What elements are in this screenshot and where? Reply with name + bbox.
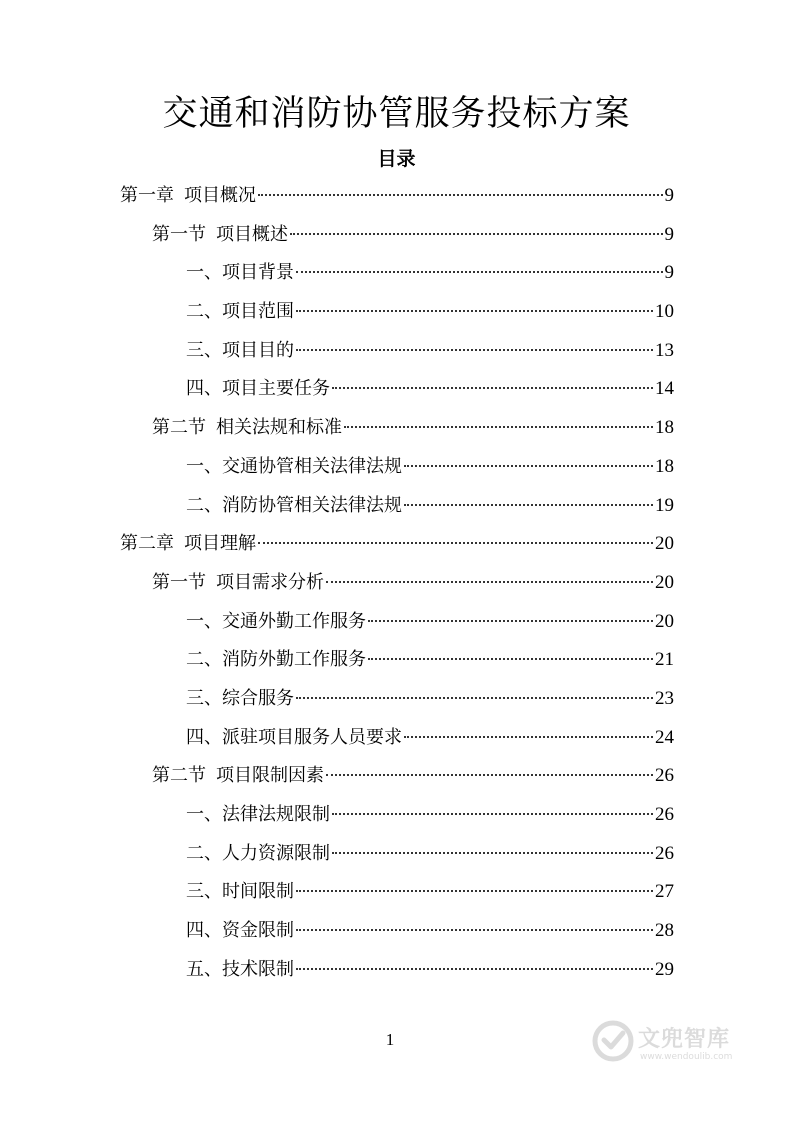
toc-entry-label: 一、项目背景 bbox=[186, 262, 294, 284]
toc-entry[interactable] bbox=[120, 216, 674, 255]
toc-entry[interactable] bbox=[120, 254, 674, 293]
toc-entry-label: 五、技术限制 bbox=[186, 958, 294, 980]
toc-entry-number: 第一节 bbox=[152, 223, 206, 245]
dot-leader bbox=[258, 194, 663, 196]
toc-entry-label: 一、交通协管相关法律法规 bbox=[186, 455, 402, 477]
toc-entry-label: 三、时间限制 bbox=[186, 881, 294, 903]
toc-entry-page: 26 bbox=[655, 765, 674, 787]
toc-entry-label: 一、法律法规限制 bbox=[186, 804, 330, 825]
toc-entry-label: 项目理解 bbox=[184, 533, 256, 555]
toc-entry-page: 19 bbox=[655, 494, 674, 516]
dot-leader bbox=[332, 387, 653, 389]
dot-leader bbox=[332, 852, 653, 854]
dot-leader bbox=[326, 774, 653, 776]
dot-leader bbox=[404, 465, 653, 467]
toc-entry[interactable] bbox=[120, 525, 674, 564]
dot-leader bbox=[368, 658, 653, 660]
toc-entry[interactable] bbox=[120, 448, 674, 487]
toc-entry[interactable] bbox=[120, 564, 674, 603]
document-title: 交通和消防协管服务投标方案 bbox=[162, 94, 631, 134]
watermark-name: 文兜智库 bbox=[638, 1027, 731, 1052]
dot-leader bbox=[296, 890, 653, 892]
toc-entry-page: 13 bbox=[655, 339, 674, 361]
toc-entry[interactable] bbox=[120, 293, 674, 332]
toc-entry-label: 四、资金限制 bbox=[186, 920, 294, 942]
toc-entry[interactable] bbox=[120, 487, 674, 526]
dot-leader bbox=[296, 349, 653, 351]
toc-entry-number: 第二节 bbox=[152, 765, 206, 787]
dot-leader bbox=[344, 426, 653, 428]
dot-leader bbox=[258, 542, 653, 544]
toc-entry-label: 项目概述 bbox=[216, 223, 288, 245]
dot-leader bbox=[296, 271, 663, 273]
toc-entry-page: 29 bbox=[655, 958, 674, 980]
wendou-logo-icon bbox=[592, 1020, 634, 1062]
watermark-url: www.wendoulib.com bbox=[640, 1052, 733, 1062]
toc-entry-page: 27 bbox=[655, 881, 674, 903]
toc-entry[interactable] bbox=[120, 177, 674, 216]
toc-entry-page: 9 bbox=[664, 223, 674, 245]
dot-leader bbox=[326, 581, 653, 583]
toc-entry-label: 四、项目主要任务 bbox=[186, 378, 330, 400]
toc-entry[interactable] bbox=[120, 680, 674, 719]
page-number: 1 bbox=[385, 1030, 395, 1049]
toc-entry-label: 三、项目目的 bbox=[186, 339, 294, 361]
toc-entry[interactable] bbox=[120, 796, 674, 835]
watermark bbox=[592, 1018, 782, 1076]
toc-entry-page: 28 bbox=[655, 920, 674, 942]
dot-leader bbox=[368, 620, 653, 622]
toc-entry-label: 二、人力资源限制 bbox=[186, 842, 330, 864]
toc-entry-page: 26 bbox=[655, 842, 674, 864]
toc-entry[interactable] bbox=[120, 835, 674, 874]
toc-entry-label: 项目概况 bbox=[184, 185, 256, 206]
toc-entry[interactable] bbox=[120, 603, 674, 642]
toc-entry-label: 四、派驻项目服务人员要求 bbox=[186, 726, 402, 748]
toc-entry-label: 二、消防外勤工作服务 bbox=[186, 649, 366, 671]
toc-heading: 目录 bbox=[377, 148, 416, 170]
toc-entry-number: 第一章 bbox=[120, 185, 174, 206]
toc-entry-page: 24 bbox=[655, 726, 674, 748]
toc-entry-page: 14 bbox=[655, 378, 674, 400]
toc-entry-page: 20 bbox=[655, 610, 674, 632]
dot-leader bbox=[404, 736, 653, 738]
toc-entry-label: 三、综合服务 bbox=[186, 687, 294, 709]
toc-entry-page: 20 bbox=[655, 571, 674, 593]
toc-entry[interactable] bbox=[120, 912, 674, 951]
dot-leader bbox=[404, 504, 653, 506]
toc-entry-page: 10 bbox=[655, 301, 674, 323]
toc-entry[interactable] bbox=[120, 641, 674, 680]
toc-entry-page: 18 bbox=[655, 417, 674, 439]
toc-entry[interactable] bbox=[120, 332, 674, 371]
toc-entry-label: 相关法规和标准 bbox=[216, 417, 342, 439]
toc-entry-number: 第二章 bbox=[120, 533, 174, 555]
toc-entry-label: 一、交通外勤工作服务 bbox=[186, 610, 366, 632]
toc-entry-number: 第一节 bbox=[152, 571, 206, 593]
toc-entry[interactable] bbox=[120, 757, 674, 796]
toc-entry-page: 9 bbox=[664, 262, 674, 284]
toc-entry[interactable] bbox=[120, 951, 674, 990]
toc-entry-page: 23 bbox=[655, 687, 674, 709]
toc-entry[interactable] bbox=[120, 370, 674, 409]
toc-entry[interactable] bbox=[120, 719, 674, 758]
table-of-contents bbox=[120, 177, 674, 989]
toc-entry[interactable] bbox=[120, 409, 674, 448]
toc-entry-page: 21 bbox=[655, 649, 674, 671]
dot-leader bbox=[296, 968, 653, 970]
toc-entry-label: 二、项目范围 bbox=[186, 301, 294, 323]
toc-entry-label: 二、消防协管相关法律法规 bbox=[186, 494, 402, 516]
toc-entry-page: 18 bbox=[655, 455, 674, 477]
dot-leader bbox=[296, 310, 653, 312]
toc-entry-label: 项目需求分析 bbox=[216, 571, 324, 593]
dot-leader bbox=[290, 233, 663, 235]
toc-entry[interactable] bbox=[120, 873, 674, 912]
toc-entry-label: 项目限制因素 bbox=[216, 765, 324, 787]
toc-entry-page: 26 bbox=[655, 804, 674, 825]
toc-entry-page: 20 bbox=[655, 533, 674, 555]
dot-leader bbox=[332, 813, 653, 815]
dot-leader bbox=[296, 929, 653, 931]
toc-entry-page: 9 bbox=[664, 185, 674, 206]
toc-entry-number: 第二节 bbox=[152, 417, 206, 439]
dot-leader bbox=[296, 697, 653, 699]
